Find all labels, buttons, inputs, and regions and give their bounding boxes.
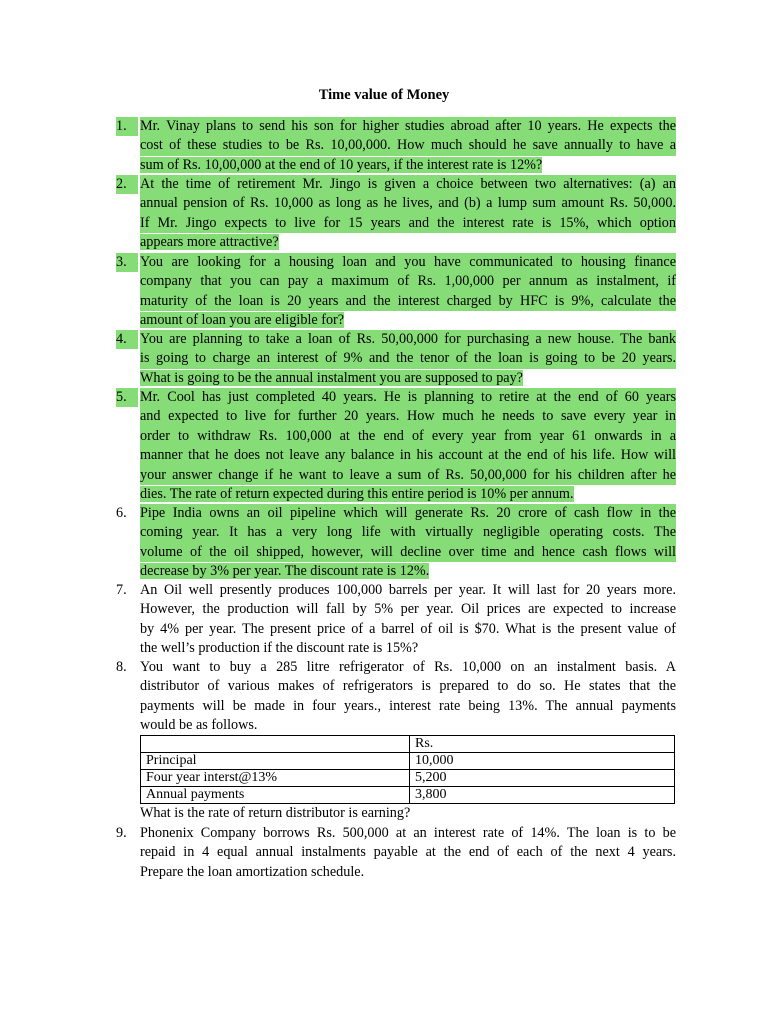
question-number: 2. bbox=[116, 175, 138, 194]
question-line: Pipe India owns an oil pipeline which will generate Rs. 20 crore of cash flow in the bbox=[140, 504, 676, 523]
question-line: coming year. It has a very long life with virtually negligible operating costs. The bbox=[140, 523, 676, 542]
question-number: 5. bbox=[116, 388, 138, 407]
table-cell: 3,800 bbox=[410, 787, 675, 804]
question-line: You are planning to take a loan of Rs. 50,00,000 for purchasing a new house. The bank bbox=[140, 330, 676, 349]
question-line: order to withdraw Rs. 100,000 at the end of every year from year 61 onwards in a bbox=[140, 427, 676, 446]
question-line: You want to buy a 285 litre refrigerator of Rs. 10,000 on an instalment basis. A bbox=[140, 659, 676, 675]
table-row bbox=[141, 736, 675, 753]
question-line: dies. The rate of return expected during this entire period is 10% per annum. bbox=[140, 485, 574, 502]
table-row bbox=[141, 770, 675, 787]
question-line: payments will be made in four years., interest rate being 13%. The annual payments bbox=[140, 697, 676, 714]
question-number: 7. bbox=[116, 582, 127, 598]
table-cell bbox=[141, 736, 410, 753]
question-line: What is going to be the annual instalment you are supposed to pay? bbox=[140, 369, 523, 386]
question-line: sum of Rs. 10,00,000 at the end of 10 years, if the interest rate is 12%? bbox=[140, 156, 543, 173]
question-line: cost of these studies to be Rs. 10,00,000. How much should he save annually to have a bbox=[140, 136, 676, 155]
payments-table bbox=[140, 735, 675, 804]
question-line: If Mr. Jingo expects to live for 15 years and the interest rate is 15%, which option bbox=[140, 214, 676, 233]
table-row bbox=[141, 787, 675, 804]
question-line: Mr. Cool has just completed 40 years. He is planning to retire at the end of 60 years bbox=[140, 388, 676, 407]
question-line: annual pension of Rs. 10,000 as long as he lives, and (b) a lump sum amount Rs. 50,000. bbox=[140, 194, 676, 213]
question-line: Mr. Vinay plans to send his son for higher studies abroad after 10 years. He expects the bbox=[140, 117, 676, 136]
question-number: 6. bbox=[116, 505, 127, 521]
question-line: amount of loan you are eligible for? bbox=[140, 312, 345, 329]
question-line: maturity of the loan is 20 years and the interest charged by HFC is 9%, calculate the bbox=[140, 292, 676, 311]
question-line: volume of the oil shipped, however, will decline over time and hence cash flows will bbox=[140, 543, 676, 562]
question-line: Phonenix Company borrows Rs. 500,000 at an interest rate of 14%. The loan is to be bbox=[140, 825, 676, 841]
question-line: An Oil well presently produces 100,000 barrels per year. It will last for 20 years more. bbox=[140, 582, 676, 598]
question-number: 4. bbox=[116, 330, 138, 349]
question-line: your answer change if he want to leave a sum of Rs. 50,00,000 for his children after he bbox=[140, 466, 676, 485]
table-cell: Annual payments bbox=[141, 787, 410, 804]
question-line: the well’s production if the discount rate is 15%? bbox=[140, 640, 419, 657]
question-line: is going to charge an interest of 9% and the tenor of the loan is going to be 20 years. bbox=[140, 349, 676, 368]
question-line: You are looking for a housing loan and you have communicated to housing finance bbox=[140, 253, 676, 272]
question-line: decrease by 3% per year. The discount rate is 12%. bbox=[140, 563, 430, 580]
question-number: 9. bbox=[116, 825, 127, 841]
question-line: distributor of various makes of refrigerators is prepared to do so. He states that the bbox=[140, 678, 676, 695]
question-line: company that you can pay a maximum of Rs. 1,00,000 per annum as instalment, if bbox=[140, 272, 676, 291]
question-line: However, the production will fall by 5% per year. Oil prices are expected to increase bbox=[140, 601, 676, 618]
table-row bbox=[141, 753, 675, 770]
question-line: manner that he does not leave any balance in his account at the end of his life. How will bbox=[140, 446, 676, 465]
table-cell: Principal bbox=[141, 753, 410, 770]
table-cell: Four year interst@13% bbox=[141, 770, 410, 787]
table-cell: 10,000 bbox=[410, 753, 675, 770]
question-number: 8. bbox=[116, 659, 127, 675]
question-line: At the time of retirement Mr. Jingo is given a choice between two alternatives: (a) an bbox=[140, 175, 676, 194]
table-cell: Rs. bbox=[410, 736, 675, 753]
question-line: and expected to live for further 20 years. How much he needs to save every year in bbox=[140, 407, 676, 426]
question-line: Prepare the loan amortization schedule. bbox=[140, 863, 365, 880]
question-number: 1. bbox=[116, 117, 138, 136]
question-line: would be as follows. bbox=[140, 717, 258, 734]
question-number: 3. bbox=[116, 253, 138, 272]
question-line: appears more attractive? bbox=[140, 234, 279, 251]
question-line: repaid in 4 equal annual instalments payable at the end of each of the next 4 years. bbox=[140, 844, 676, 861]
page-title: Time value of Money bbox=[318, 87, 450, 103]
question-line: by 4% per year. The present price of a barrel of oil is $70. What is the present value of bbox=[140, 620, 676, 637]
rate-of-return-question: What is the rate of return distributor is earning? bbox=[140, 805, 411, 821]
table-cell: 5,200 bbox=[410, 770, 675, 787]
